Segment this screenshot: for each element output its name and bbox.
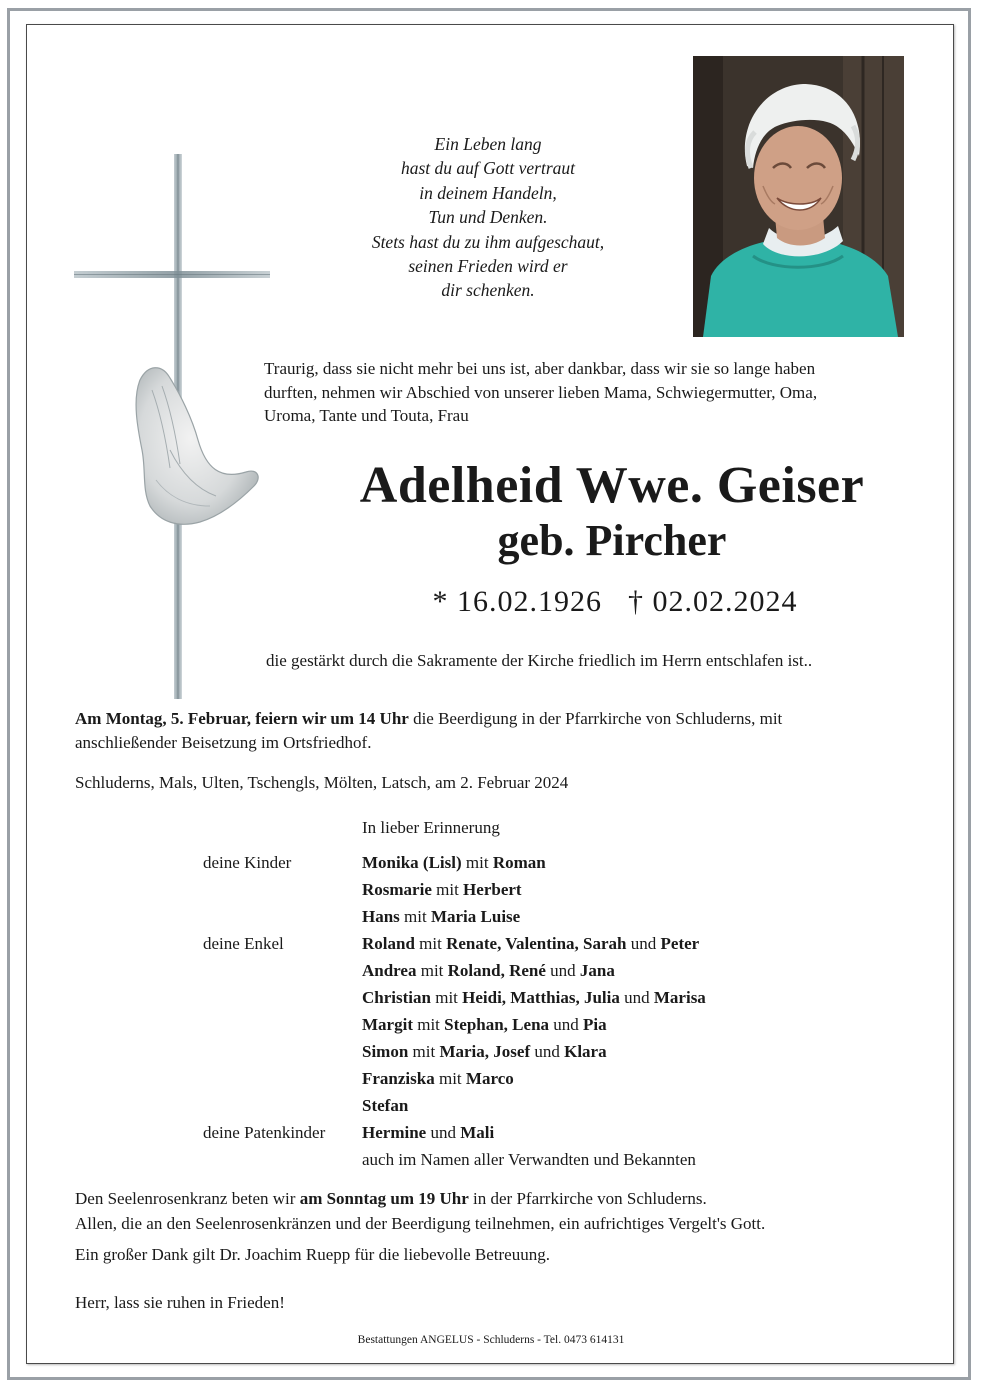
connector: und: [426, 1123, 461, 1142]
family-line: [362, 1119, 494, 1146]
connector: und: [545, 961, 580, 980]
family-name: Marisa: [653, 988, 706, 1007]
connector: und: [534, 1042, 565, 1061]
poem-line: Stets hast du zu ihm aufgeschaut,: [371, 231, 605, 252]
relatives-line: auch im Namen aller Verwandten und Bekannten: [362, 1150, 696, 1169]
family-line: [362, 903, 520, 930]
rosary-info: [75, 1186, 955, 1236]
connector: mit: [431, 880, 464, 899]
family-name: Renate, Valentina, Sarah: [446, 934, 627, 953]
connector: und: [619, 988, 654, 1007]
cross-with-praying-hands-icon: [70, 150, 270, 710]
children-label: deine Kinder: [203, 853, 292, 872]
connector: mit: [430, 988, 463, 1007]
funeral-location: die Beerdigung in der Pfarrkirche von Schluderns, mit: [408, 709, 783, 728]
family-name: Klara: [564, 1042, 607, 1061]
family-line: [362, 1092, 408, 1119]
poem-line: seinen Frieden wird er: [408, 256, 568, 277]
birth-symbol: *: [432, 585, 449, 618]
family-line: [362, 984, 706, 1011]
godchildren-label: deine Patenkinder: [203, 1123, 326, 1142]
family-name: Herbert: [463, 880, 522, 899]
funeral-home-footer: Bestattungen ANGELUS - Schluderns - Tel. 0473 614131: [357, 1334, 625, 1346]
connector: und: [626, 934, 661, 953]
connector: mit: [461, 853, 493, 872]
funeral-line: [75, 707, 955, 731]
connector: mit: [414, 934, 447, 953]
poem-line: dir schenken.: [441, 280, 535, 301]
family-line: [362, 849, 546, 876]
intro-line: durften, nehmen wir Abschied von unserer lieben Mama, Schwiegermutter, Oma,: [264, 382, 818, 402]
deceased-name: Adelheid Wwe. Geiser: [359, 457, 865, 514]
family-name: Franziska: [362, 1069, 435, 1088]
family-name: Pia: [583, 1015, 607, 1034]
intro-line: Traurig, dass sie nicht mehr bei uns ist, aber dankbar, dass wir sie so lange haben: [264, 359, 816, 378]
family-name: Maria Luise: [430, 907, 521, 926]
family-name: Mali: [460, 1123, 495, 1142]
family-name: Jana: [579, 961, 615, 980]
maiden-name: geb. Pircher: [497, 516, 727, 565]
family-name: Stefan: [362, 1096, 409, 1115]
rosary-time: am Sonntag um 19 Uhr: [299, 1189, 469, 1208]
connector: mit: [434, 1069, 466, 1088]
family-name: Simon: [362, 1042, 409, 1061]
poem: [318, 132, 658, 303]
family-name: Rosmarie: [362, 880, 432, 899]
family-name: Stephan, Lena: [444, 1015, 550, 1034]
rosary-line: [75, 1186, 955, 1211]
connector: und: [549, 1015, 584, 1034]
family-line: [362, 876, 522, 903]
grandchildren-label: deine Enkel: [203, 934, 284, 953]
family-line: [362, 1065, 514, 1092]
family-name: Heidi, Matthias, Julia: [462, 988, 620, 1007]
death-date: 02.02.2024: [652, 585, 798, 618]
poem-line: hast du auf Gott vertraut: [400, 158, 576, 179]
death-symbol: †: [628, 585, 644, 618]
connector: mit: [412, 1015, 445, 1034]
gratitude-line: Allen, die an den Seelenrosenkränzen und der Beerdigung teilnehmen, ein aufrichtiges Vergelt's Gott.: [75, 1214, 766, 1233]
family-line: [362, 957, 615, 984]
family-name: Christian: [362, 988, 431, 1007]
intro-text: [264, 357, 924, 428]
connector: mit: [399, 907, 431, 926]
family-name: Monika (Lisl): [362, 853, 462, 872]
family-name: Roland, René: [447, 961, 546, 980]
burial-line: anschließender Beisetzung im Ortsfriedhof.: [75, 732, 372, 752]
family-name: Maria, Josef: [439, 1042, 535, 1061]
memory-heading: In lieber Erinnerung: [362, 818, 500, 837]
family-line: [362, 1011, 607, 1038]
family-name: Peter: [660, 934, 700, 953]
family-name: Andrea: [362, 961, 417, 980]
places-date: Schluderns, Mals, Ulten, Tschengls, Mölten, Latsch, am 2. Februar 2024: [75, 773, 569, 792]
family-name: Roland: [362, 934, 415, 953]
intro-line: Uroma, Tante und Touta, Frau: [264, 406, 469, 425]
funeral-day: Am Montag, 5. Februar, feiern wir um 14 Uhr: [75, 709, 409, 728]
connector: mit: [408, 1042, 440, 1061]
life-dates: [380, 582, 850, 622]
rosary-text: Den Seelenrosenkranz beten wir: [75, 1189, 300, 1208]
poem-line: Tun und Denken.: [428, 207, 548, 228]
family-line: [362, 1038, 607, 1065]
poem-line: Ein Leben lang: [434, 134, 542, 154]
connector: mit: [416, 961, 448, 980]
portrait-photo: [693, 56, 904, 337]
family-name: Hermine: [362, 1123, 427, 1142]
funeral-info: [75, 707, 955, 754]
family-name: Margit: [362, 1015, 413, 1034]
poem-line: in deinem Handeln,: [419, 182, 557, 203]
birth-date: 16.02.1926: [457, 585, 602, 618]
family-name: Hans: [362, 907, 400, 926]
family-name: Marco: [465, 1069, 514, 1088]
thanks-text: Ein großer Dank gilt Dr. Joachim Ruepp für die liebevolle Betreuung.: [75, 1245, 550, 1264]
sacrament-text: die gestärkt durch die Sakramente der Kirche friedlich im Herrn entschlafen ist..: [266, 651, 813, 670]
rosary-text: in der Pfarrkirche von Schluderns.: [468, 1189, 707, 1208]
family-name: Roman: [492, 853, 546, 872]
closing-prayer: Herr, lass sie ruhen in Frieden!: [75, 1293, 285, 1312]
family-line: [362, 930, 699, 957]
